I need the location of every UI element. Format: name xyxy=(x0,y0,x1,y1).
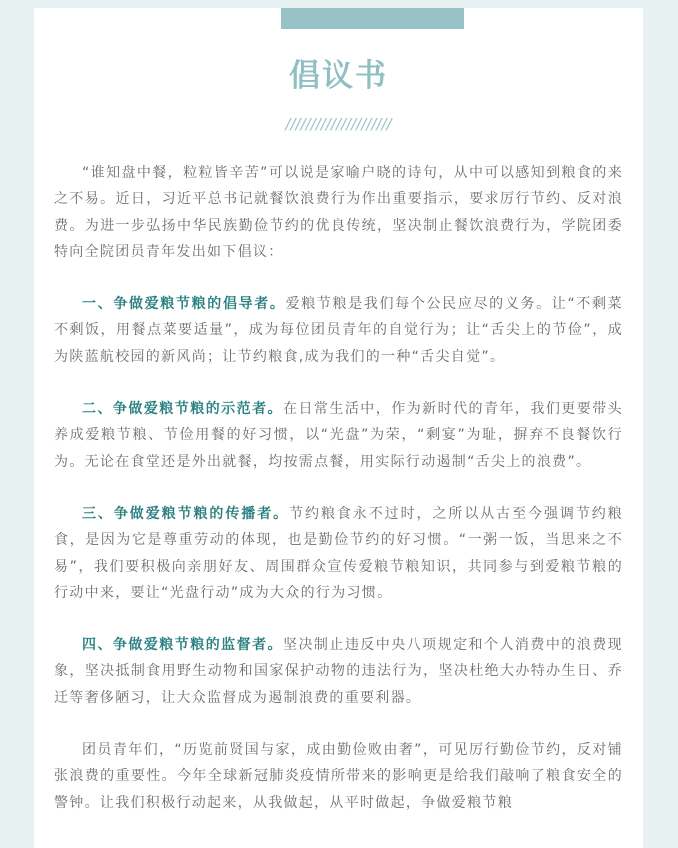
proposal-text: 节约粮食永不过时，之所以从古至今强调节约粮食，是因为它是尊重劳动的体现，也是勤俭节约的好习惯。“一粥一饭，当思来之不易”，我们要积极向亲朋好友、周围群众宣传爱粮节粮知识，共同参与到爱粮节粮的行动中来，要让“光盘行动”成为大众的行为习惯。 xyxy=(54,505,623,601)
article-body xyxy=(54,160,623,842)
proposal-item-2 xyxy=(54,396,623,475)
proposal-item-4 xyxy=(54,632,623,711)
proposal-heading: 一、争做爱粮节粮的倡导者。 xyxy=(82,296,286,313)
intro-paragraph: “谁知盘中餐，粒粒皆辛苦”可以说是家喻户晓的诗句，从中可以感知到粮食的来之不易。近日，习近平总书记就餐饮浪费行为作出重要指示，要求厉行节约、反对浪费。为进一步弘扬中华民族勤俭节约的优良传统，坚决制止餐饮浪费行为，学院团委特向全院团员青年发出如下倡议： xyxy=(54,165,623,260)
proposal-item-3 xyxy=(54,501,623,606)
proposal-heading: 四、争做爱粮节粮的监督者。 xyxy=(82,637,283,654)
title-divider: ///////////////////// xyxy=(285,115,392,133)
header-tab-decoration xyxy=(281,8,464,29)
document-card xyxy=(34,8,643,848)
proposal-heading: 二、争做爱粮节粮的示范者。 xyxy=(82,401,283,418)
proposal-heading: 三、争做爱粮节粮的传播者。 xyxy=(82,505,290,522)
proposal-text: 坚决制止违反中央八项规定和个人消费中的浪费现象，坚决抵制食用野生动物和国家保护动物的违法行为，坚决杜绝大办特办生日、乔迁等奢侈陋习，让大众监督成为遏制浪费的重要利器。 xyxy=(54,637,623,706)
proposal-text: 爱粮节粮是我们每个公民应尽的义务。让“不剩菜不剩饭，用餐点菜要适量”，成为每位团员青年的自觉行为；让“舌尖上的节俭”，成为陕蓝航校园的新风尚；让节约粮食,成为我们的一种“舌尖自觉”。 xyxy=(54,296,623,365)
proposal-text: 在日常生活中，作为新时代的青年，我们更要带头养成爱粮节粮、节俭用餐的好习惯，以“光盘”为荣，“剩宴”为耻，摒弃不良餐饮行为。无论在食堂还是外出就餐，均按需点餐，用实际行动遏制“舌尖上的浪费”。 xyxy=(54,401,623,470)
page-title: 倡议书 xyxy=(289,58,388,94)
closing-paragraph: 团员青年们，“历览前贤国与家，成由勤俭败由奢”，可见厉行勤俭节约，反对铺张浪费的重要性。今年全球新冠肺炎疫情所带来的影响更是给我们敲响了粮食安全的警钟。让我们积极行动起来，从我做起，从平时做起，争做爱粮节粮 xyxy=(54,742,623,811)
proposal-item-1 xyxy=(54,291,623,370)
